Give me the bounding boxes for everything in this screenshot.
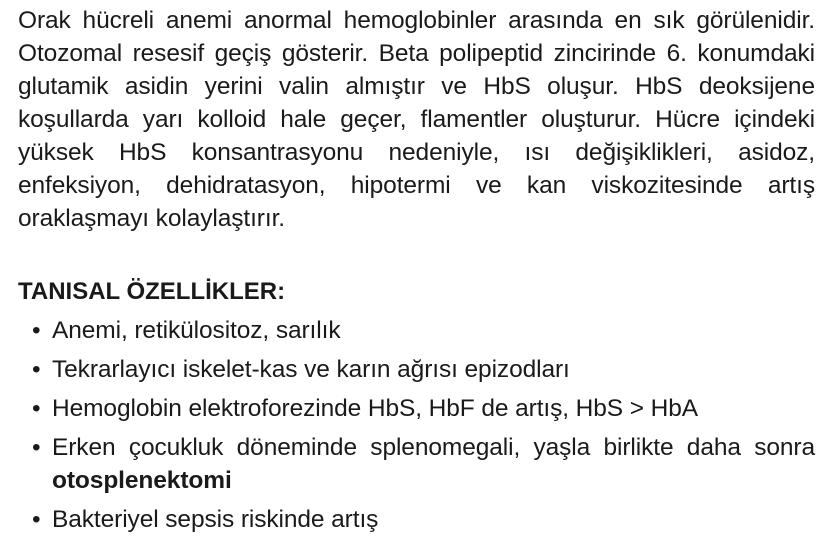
list-item: [18, 392, 815, 425]
list-item: [18, 353, 815, 386]
bullet-icon: •: [32, 434, 41, 461]
list-item-text: Anemi, retikülositoz, sarılık: [52, 317, 341, 344]
diagnostic-features-list: [18, 314, 815, 536]
bullet-icon: •: [32, 317, 41, 344]
list-item-text: Hemoglobin elektroforezinde HbS, HbF de artış, HbS > HbA: [52, 395, 699, 422]
bullet-icon: •: [32, 395, 41, 422]
bullet-icon: •: [32, 506, 41, 533]
list-item: [18, 431, 815, 497]
bullet-icon: •: [32, 356, 41, 383]
list-item-bold-term: otosplenektomi: [52, 467, 232, 494]
intro-paragraph: Orak hücreli anemi anormal hemoglobinler arasında en sık görülenidir. Otozomal resesif geçiş gösterir. Beta polipeptid zincirinde 6. konumdaki glutamik asidin yerini valin almıştır ve HbS oluşur. HbS deoksijene koşullarda yarı kolloid hale geçer, flamentler oluşturur. Hücre içindeki yüksek HbS konsantrasyonu nedeniyle, ısı değişiklikleri, asidoz, enfeksiyon, dehidratasyon, hipotermi ve kan viskozitesinde artış oraklaşmayı kolaylaştırır.: [18, 7, 815, 232]
section-heading: TANISAL ÖZELLİKLER:: [18, 278, 286, 305]
list-item: [18, 503, 815, 536]
list-item-text: Bakteriyel sepsis riskinde artış: [52, 506, 379, 533]
list-item-text: Erken çocukluk döneminde splenomegali, yaşla birlikte daha sonra: [52, 434, 815, 461]
list-item: [18, 314, 815, 347]
list-item-text: Tekrarlayıcı iskelet-kas ve karın ağrısı epizodları: [52, 356, 570, 383]
